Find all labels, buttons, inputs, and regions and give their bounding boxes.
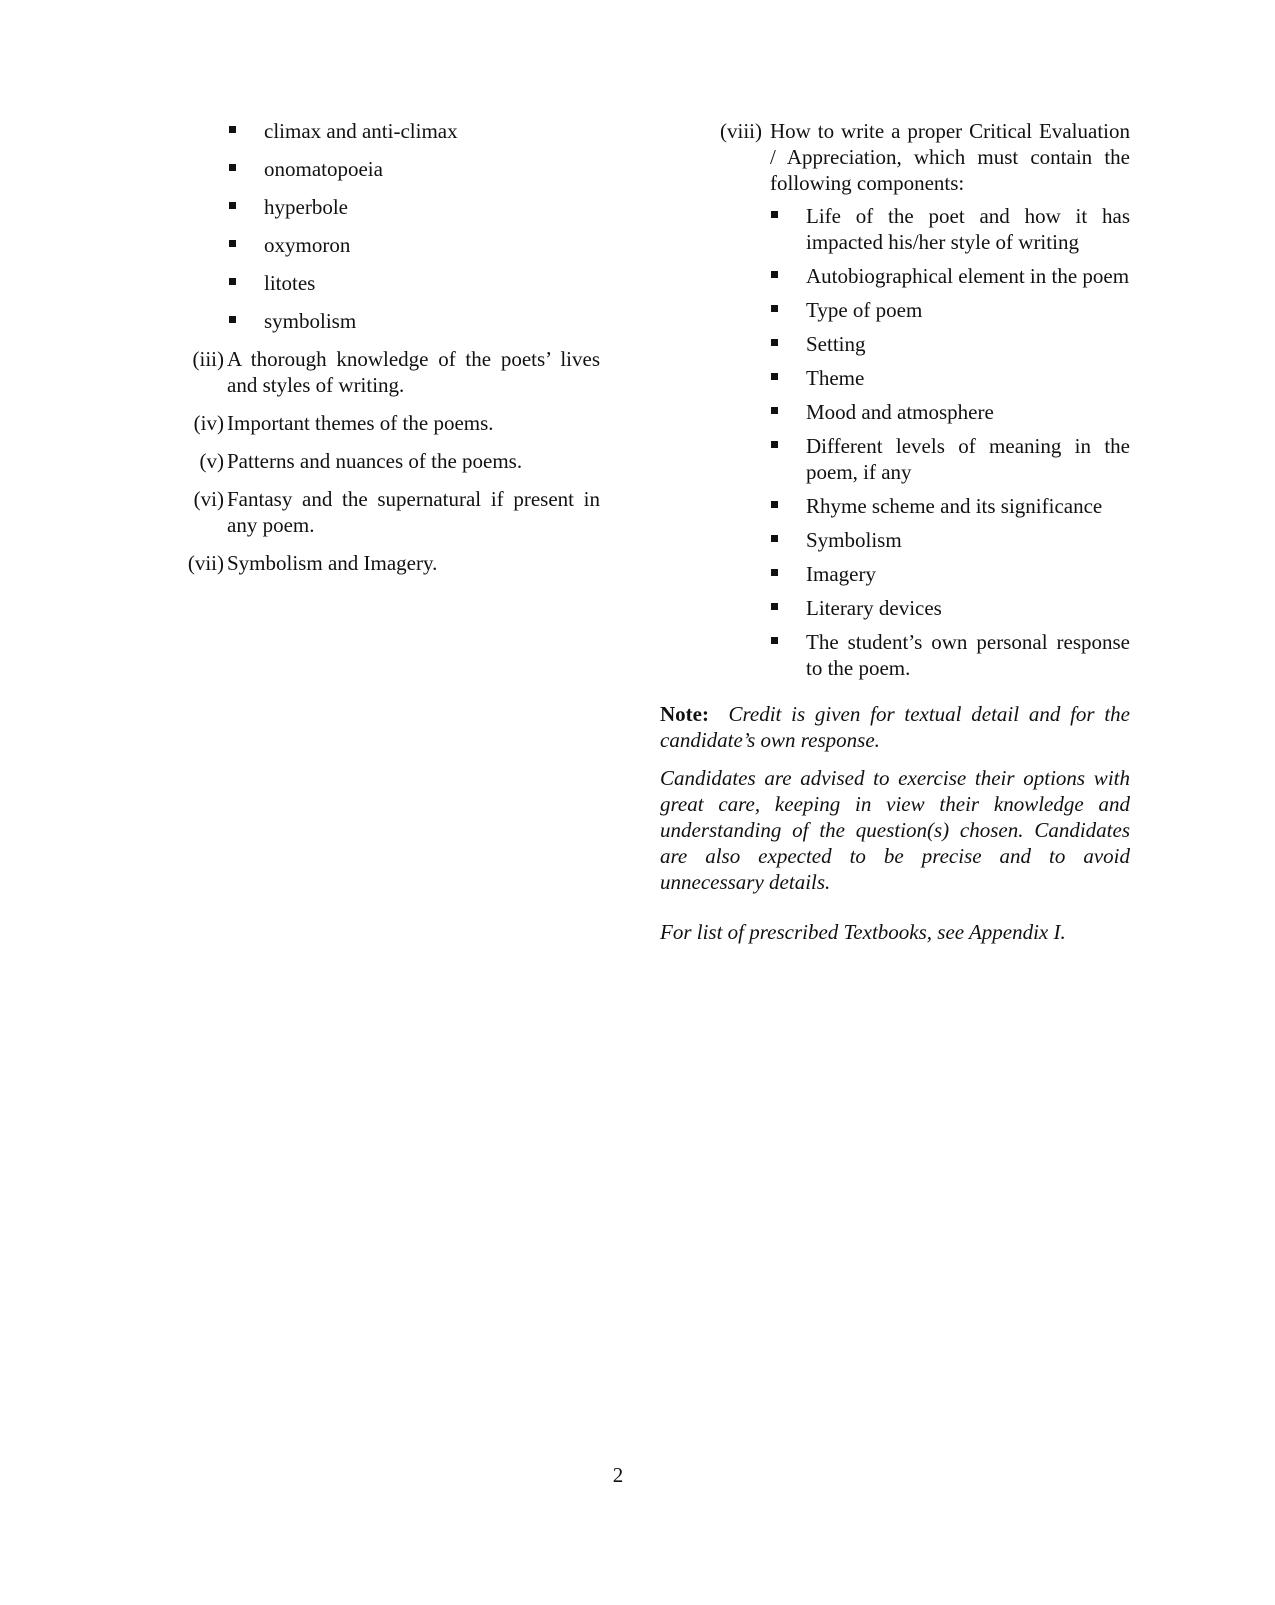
square-bullet-icon bbox=[771, 569, 778, 576]
list-item: Life of the poet and how it has impacted his/her style of writing bbox=[660, 203, 1130, 255]
literary-devices-list bbox=[180, 118, 600, 334]
square-bullet-icon bbox=[229, 278, 236, 285]
right-column bbox=[660, 118, 1130, 945]
numbered-item-iv bbox=[180, 410, 600, 436]
square-bullet-icon bbox=[771, 305, 778, 312]
square-bullet-icon bbox=[771, 501, 778, 508]
list-item: Type of poem bbox=[660, 297, 1130, 323]
list-item: Theme bbox=[660, 365, 1130, 391]
list-item: climax and anti-climax bbox=[180, 118, 600, 144]
advice-paragraph: Candidates are advised to exercise their options with great care, keeping in view their knowledge and understanding of the question(s) chosen. Candidates are also expected to be precise and to avoid unnecessary details. bbox=[660, 766, 1130, 894]
square-bullet-icon bbox=[771, 441, 778, 448]
item-number: (v) bbox=[199, 449, 224, 473]
item-number: (vii) bbox=[187, 551, 224, 575]
square-bullet-icon bbox=[229, 164, 236, 171]
list-item: Imagery bbox=[660, 561, 1130, 587]
appendix-reference: For list of prescribed Textbooks, see Appendix I. bbox=[660, 920, 1066, 944]
item-text: Important themes of the poems. bbox=[227, 411, 494, 435]
item-number: (viii) bbox=[720, 119, 762, 143]
list-item: onomatopoeia bbox=[180, 156, 600, 182]
numbered-item-iii bbox=[180, 346, 600, 398]
list-item: symbolism bbox=[180, 308, 600, 334]
square-bullet-icon bbox=[771, 407, 778, 414]
item-text: Patterns and nuances of the poems. bbox=[227, 449, 523, 473]
square-bullet-icon bbox=[771, 637, 778, 644]
numbered-item-vi bbox=[180, 486, 600, 538]
left-column bbox=[180, 118, 600, 588]
square-bullet-icon bbox=[229, 316, 236, 323]
item-text: Symbolism and Imagery. bbox=[227, 551, 438, 575]
numbered-item-viii bbox=[660, 118, 1130, 196]
square-bullet-icon bbox=[771, 339, 778, 346]
square-bullet-icon bbox=[229, 240, 236, 247]
numbered-item-v bbox=[180, 448, 600, 474]
list-item: Literary devices bbox=[660, 595, 1130, 621]
square-bullet-icon bbox=[229, 126, 236, 133]
list-item: The student’s own personal response to the poem. bbox=[660, 629, 1130, 681]
list-item: Different levels of meaning in the poem, if any bbox=[660, 433, 1130, 485]
list-item: oxymoron bbox=[180, 232, 600, 258]
item-text: Fantasy and the supernatural if present in any poem. bbox=[227, 487, 600, 537]
item-number: (vi) bbox=[193, 487, 224, 511]
item-text: A thorough knowledge of the poets’ lives and styles of writing. bbox=[227, 347, 600, 397]
list-item: litotes bbox=[180, 270, 600, 296]
list-item: Symbolism bbox=[660, 527, 1130, 553]
square-bullet-icon bbox=[771, 373, 778, 380]
note-label: Note: bbox=[660, 702, 709, 726]
note-text: Credit is given for textual detail and for the candidate’s own response. bbox=[660, 702, 1130, 752]
page-number: 2 bbox=[612, 1463, 624, 1487]
item-number: (iv) bbox=[193, 411, 224, 435]
item-text: How to write a proper Critical Evaluation / Appreciation, which must contain the following components: bbox=[770, 119, 1130, 195]
square-bullet-icon bbox=[771, 271, 778, 278]
square-bullet-icon bbox=[229, 202, 236, 209]
list-item: Mood and atmosphere bbox=[660, 399, 1130, 425]
square-bullet-icon bbox=[771, 603, 778, 610]
item-number: (iii) bbox=[192, 347, 224, 371]
numbered-item-vii bbox=[180, 550, 600, 576]
square-bullet-icon bbox=[771, 535, 778, 542]
list-item: hyperbole bbox=[180, 194, 600, 220]
note-paragraph bbox=[660, 701, 1130, 753]
square-bullet-icon bbox=[771, 211, 778, 218]
list-item: Autobiographical element in the poem bbox=[660, 263, 1130, 289]
list-item: Setting bbox=[660, 331, 1130, 357]
list-item: Rhyme scheme and its significance bbox=[660, 493, 1130, 519]
evaluation-components-list bbox=[660, 203, 1130, 681]
